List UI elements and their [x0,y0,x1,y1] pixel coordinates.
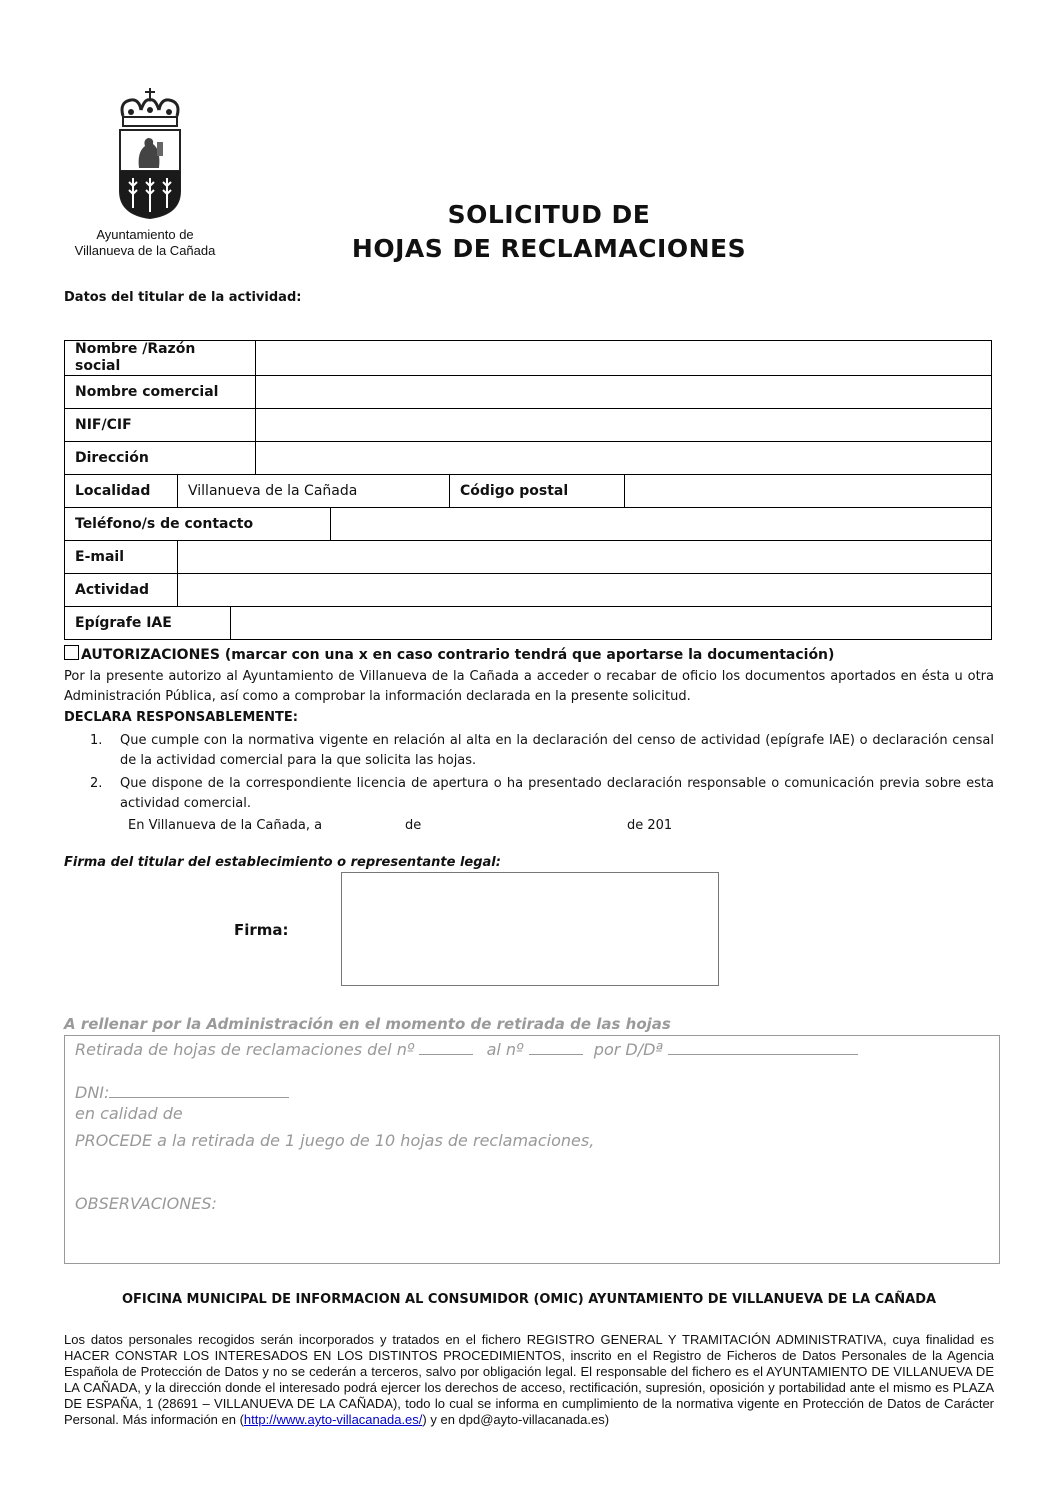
dni-field[interactable] [109,1097,289,1098]
telefono-field[interactable] [331,508,991,540]
dni-label: DNI: [75,1083,110,1102]
nombre-admin-field[interactable] [668,1054,858,1055]
hasta-number-field[interactable] [529,1054,583,1055]
section-label: Datos del titular de la actividad: [64,290,302,305]
desde-number-field[interactable] [419,1054,473,1055]
row-telefono [64,508,992,541]
comercial-label: Nombre comercial [65,376,256,408]
firma-label: Firma: [234,921,289,939]
retirada-text: Retirada de hojas de reclamaciones del nº [75,1040,415,1059]
date-de-2: de 201 [627,818,673,833]
nif-label: NIF/CIF [65,409,256,441]
epigrafe-label: Epígrafe IAE [65,607,231,639]
item2-text: Que dispone de la correspondiente licencia de apertura o ha presentado declaración responsable o comunicación previa sobre esta actividad comercial. [120,776,994,811]
signature-box[interactable] [341,872,719,986]
autorizaciones-text: Por la presente autorizo al Ayuntamiento de Villanueva de la Cañada a acceder o recabar de oficio los documentos aportados en ésta u otra Administración Pública, así como a comprobar la información declarada en la presente solicitud. [64,669,994,704]
date-prefix: En Villanueva de la Cañada, a [128,818,323,833]
logo-caption-line2: Villanueva de la Cañada [74,243,216,258]
localidad-label: Localidad [65,475,178,507]
cp-label: Código postal [450,475,625,507]
autorizaciones-heading [64,645,994,663]
item1-number: 1. [90,733,103,748]
row-epigrafe [64,607,992,640]
row-actividad [64,574,992,607]
por-text: por D/Dª [593,1040,663,1059]
direccion-label: Dirección [65,442,256,474]
row-direccion [64,442,992,475]
telefono-label: Teléfono/s de contacto [65,508,331,540]
row-email [64,541,992,574]
privacy-tail: ) y en dpd@ayto-villacanada.es) [422,1412,610,1427]
admin-heading: A rellenar por la Administración en el momento de retirada de las hojas [64,1015,671,1033]
dni-line [75,1083,289,1102]
date-de-1: de [405,818,422,833]
title-line2: HOJAS DE RECLAMACIONES [351,234,747,263]
autorizaciones-heading-text: AUTORIZACIONES (marcar con una x en caso contrario tendrá que aportarse la documentación) [81,647,835,663]
admin-retirada-line [75,1040,858,1059]
website-link[interactable]: http://www.ayto-villacanada.es/ [243,1412,423,1427]
privacy-footer [64,1332,994,1428]
procede-text: PROCEDE a la retirada de 1 juego de 10 hojas de reclamaciones, [75,1131,595,1150]
admin-box [64,1035,1000,1264]
epigrafe-field[interactable] [231,607,991,639]
signature-label: Firma del titular del establecimiento o representante legal: [64,855,501,870]
al-text: al nº [486,1040,524,1059]
row-nombre [64,340,992,376]
office-line: OFICINA MUNICIPAL DE INFORMACION AL CONSUMIDOR (OMIC) AYUNTAMIENTO DE VILLANUEVA DE LA CAÑADA [121,1292,937,1307]
calidad-label: en calidad de [75,1104,183,1123]
row-comercial [64,376,992,409]
cp-field[interactable] [625,475,991,507]
direccion-field[interactable] [256,442,991,474]
row-nif [64,409,992,442]
nombre-field[interactable] [256,341,991,375]
email-label: E-mail [65,541,178,573]
autorizacion-checkbox[interactable] [64,645,79,660]
localidad-field[interactable]: Villanueva de la Cañada [178,475,450,507]
email-field[interactable] [178,541,991,573]
nombre-label: Nombre /Razón social [65,341,256,375]
title-line1: SOLICITUD DE [447,200,651,229]
item1-text: Que cumple con la normativa vigente en relación al alta en la declaración del censo de actividad (epígrafe IAE) o declaración censal de la actividad comercial para la que solicita las hojas. [120,733,994,768]
item2-number: 2. [90,776,103,791]
actividad-field[interactable] [178,574,991,606]
logo-caption-line1: Ayuntamiento de [96,227,194,242]
observaciones-label: OBSERVACIONES: [75,1194,217,1213]
nif-field[interactable] [256,409,991,441]
privacy-text: Los datos personales recogidos serán incorporados y tratados en el fichero REGISTRO GENERAL Y TRAMITACIÓN ADMINISTRATIVA, cuya finalidad es HACER CONSTAR LOS INTERESADOS EN LOS DISTINTOS PROCEDIMIENTOS, inscrito en el Registro de Ficheros de Datos Personales de la Agencia Española de Protección de Datos y no se cederán a terceros, salvo por obligación legal. El responsable del fichero es el AYUNTAMIENTO DE VILLANUEVA DE LA CAÑADA, y la dirección donde el interesado podrá ejercer los derechos de acceso, rectificación, supresión, oposición y portabilidad ante el mismo es PLAZA DE ESPAÑA, 1 (28691 – VILLANUEVA DE LA CAÑADA), todo lo cual se informa en cumplimiento de la normativa vigente en Protección de Datos de Carácter Personal. Más información en ( [64,1332,994,1427]
actividad-label: Actividad [65,574,178,606]
declara-heading: DECLARA RESPONSABLEMENTE: [64,710,299,725]
row-localidad [64,475,992,508]
comercial-field[interactable] [256,376,991,408]
